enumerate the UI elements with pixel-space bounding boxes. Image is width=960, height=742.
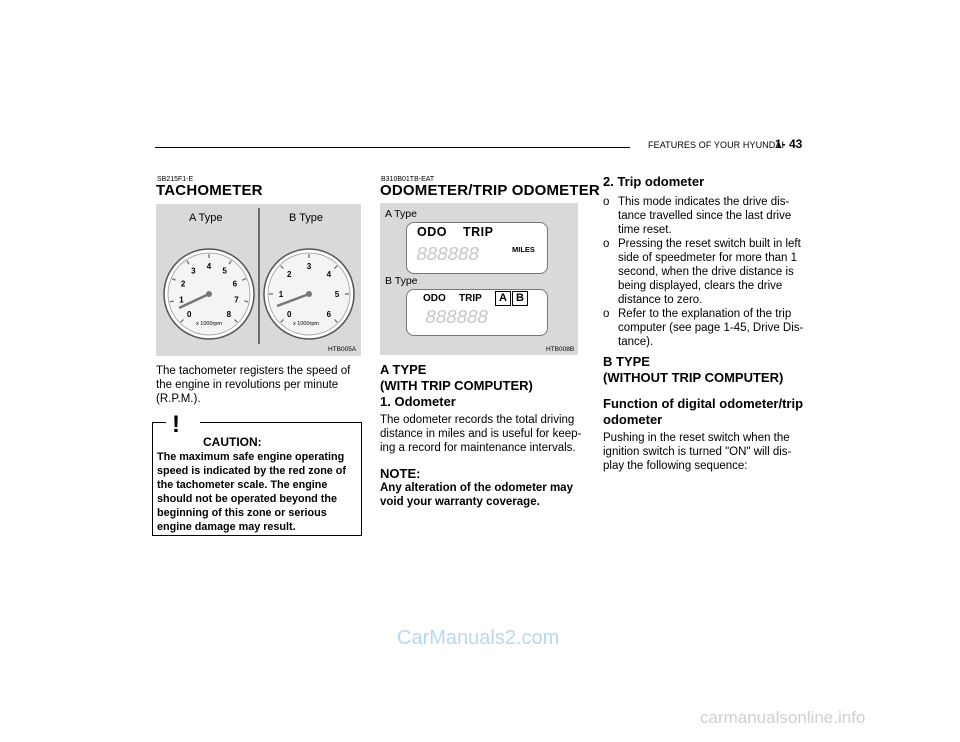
display-b-b: B xyxy=(512,291,528,306)
heading-line: Function of digital odometer/trip xyxy=(603,396,804,411)
warning-exclamation-icon: ! xyxy=(172,411,180,438)
body-line: The tachometer registers the speed of xyxy=(156,365,351,377)
figure-code-tachometer: HTB005A xyxy=(328,346,357,353)
bullet-line: time reset. xyxy=(618,224,672,236)
body-line: ignition switch is turned "ON" will dis- xyxy=(603,446,792,458)
body-line: (R.P.M.). xyxy=(156,393,201,405)
gauge-tick-label: 2 xyxy=(180,279,186,289)
body-line: play the following sequence: xyxy=(603,460,748,472)
body-line: Pushing in the reset switch when the xyxy=(603,432,790,444)
caution-line: The maximum safe engine operating xyxy=(157,451,345,463)
title-tachometer: TACHOMETER xyxy=(156,182,263,199)
note-text xyxy=(380,481,585,509)
function-heading xyxy=(603,396,808,428)
bullet-line: This mode indicates the drive dis- xyxy=(618,196,790,208)
title-odometer: ODOMETER/TRIP ODOMETER xyxy=(380,182,600,199)
tachometer-description xyxy=(156,364,366,406)
gauge-tick-mark xyxy=(244,301,248,302)
gauge-tick-label: 5 xyxy=(222,266,227,276)
caution-line: should not be operated beyond the xyxy=(157,493,337,505)
bullet-line: second, when the drive distance is xyxy=(618,266,794,278)
odometer-figure xyxy=(380,203,578,355)
bullet-line: tance travelled since the last drive xyxy=(618,210,792,222)
bullet-item xyxy=(618,307,808,349)
tachometer-figure xyxy=(156,204,361,356)
caution-text xyxy=(157,450,361,534)
section-code-tachometer: SB215F1-E xyxy=(157,176,194,183)
tachometer-illustration xyxy=(156,204,361,356)
heading-line: (WITHOUT TRIP COMPUTER) xyxy=(603,370,784,385)
gauge-tick-label: 6 xyxy=(232,279,238,289)
heading-line: A TYPE xyxy=(380,362,427,377)
page-number: 1- 43 xyxy=(775,137,803,151)
gauge-tick-label: 4 xyxy=(326,270,332,280)
odometer-display-b xyxy=(406,289,548,336)
display-a-segments: 888888 xyxy=(416,244,479,266)
bullet-line: being displayed, clears the drive xyxy=(618,280,783,292)
section-code-odometer: B310B01TB-EAT xyxy=(381,176,435,183)
unit-a: x 1000rpm xyxy=(196,321,222,327)
label-a-type: A Type xyxy=(189,212,223,224)
gauge-tick-label: 6 xyxy=(326,309,332,319)
caution-line: beginning of this zone or serious xyxy=(157,507,327,519)
gauge-tick-label: 1 xyxy=(278,290,284,299)
gauge-tick-label: 7 xyxy=(234,295,239,305)
body-line: the engine in revolutions per minute xyxy=(156,379,339,391)
b-type-heading xyxy=(603,354,803,386)
bullet-line: Pressing the reset switch built in left xyxy=(618,238,801,250)
heading-line: odometer xyxy=(603,412,663,427)
watermark-carmanualsonline[interactable]: carmanualsonline.info xyxy=(700,708,866,727)
bullet-marker: o xyxy=(603,308,610,320)
bullet-line: tance). xyxy=(618,336,654,348)
note-title: NOTE: xyxy=(380,466,421,481)
bullet-line: side of speedmeter for more than 1 xyxy=(618,252,797,264)
odometer-a-type-heading xyxy=(380,362,580,410)
figure-code-odometer: HTB008B xyxy=(546,346,575,353)
gauge-tick-label: 0 xyxy=(286,309,292,319)
heading-line: B TYPE xyxy=(603,354,650,369)
display-a-odo: ODO xyxy=(417,225,447,239)
label-b-type: B Type xyxy=(289,212,324,224)
header-section: FEATURES OF YOUR HYUNDAI xyxy=(648,140,785,150)
gauge-tick-label: 2 xyxy=(286,270,292,280)
bullet-line: distance to zero. xyxy=(618,294,703,306)
body-line: ing a record for maintenance intervals. xyxy=(380,442,576,454)
display-a-miles: MILES xyxy=(512,245,535,254)
bullet-marker: o xyxy=(603,196,610,208)
bullet-marker: o xyxy=(603,238,610,250)
gauge-tick-label: 3 xyxy=(306,262,312,271)
odometer-description xyxy=(380,413,585,455)
caution-line: speed is indicated by the red zone of xyxy=(157,465,346,477)
caution-line: the tachometer scale. The engine xyxy=(157,479,328,491)
heading-line: (WITH TRIP COMPUTER) xyxy=(380,378,533,393)
body-line: distance in miles and is useful for keep- xyxy=(380,428,582,440)
display-b-a: A xyxy=(495,291,511,306)
label-odometer-a-type: A Type xyxy=(385,208,417,220)
note-line: void your warranty coverage. xyxy=(380,496,540,508)
gauge-tick-label: 5 xyxy=(334,290,340,299)
function-description xyxy=(603,431,808,473)
gauge-tick-label: 0 xyxy=(186,309,192,319)
gauge-tick-label: 8 xyxy=(226,309,232,319)
label-odometer-b-type: B Type xyxy=(385,275,418,287)
watermark-carmanuals2[interactable]: CarManuals2.com xyxy=(397,627,560,649)
gauge-tick-mark xyxy=(170,301,174,302)
bullet-line: computer (see page 1-45, Drive Dis- xyxy=(618,322,804,334)
bullet-line: Refer to the explanation of the trip xyxy=(618,308,792,320)
display-b-segments: 888888 xyxy=(425,307,488,329)
display-b-odo: ODO xyxy=(423,293,446,304)
caution-line: engine damage may result. xyxy=(157,521,296,533)
bullet-item xyxy=(618,237,808,307)
trip-odometer-heading: 2. Trip odometer xyxy=(603,174,705,189)
body-line: The odometer records the total driving xyxy=(380,414,575,426)
caution-title: CAUTION: xyxy=(203,435,262,449)
display-a-trip: TRIP xyxy=(463,225,494,239)
heading-line: 1. Odometer xyxy=(380,394,456,409)
gauge-tick-label: 3 xyxy=(191,266,196,276)
bullet-item xyxy=(618,195,808,237)
caution-box xyxy=(152,411,362,536)
display-b-trip: TRIP xyxy=(459,293,482,304)
gauge-tick-label: 4 xyxy=(206,262,212,271)
unit-b: x 1000rpm xyxy=(293,321,319,327)
odometer-display-a xyxy=(406,222,548,274)
header-rule xyxy=(155,147,630,148)
gauge-tick-label: 1 xyxy=(179,295,184,305)
note-line: Any alteration of the odometer may xyxy=(380,482,573,494)
